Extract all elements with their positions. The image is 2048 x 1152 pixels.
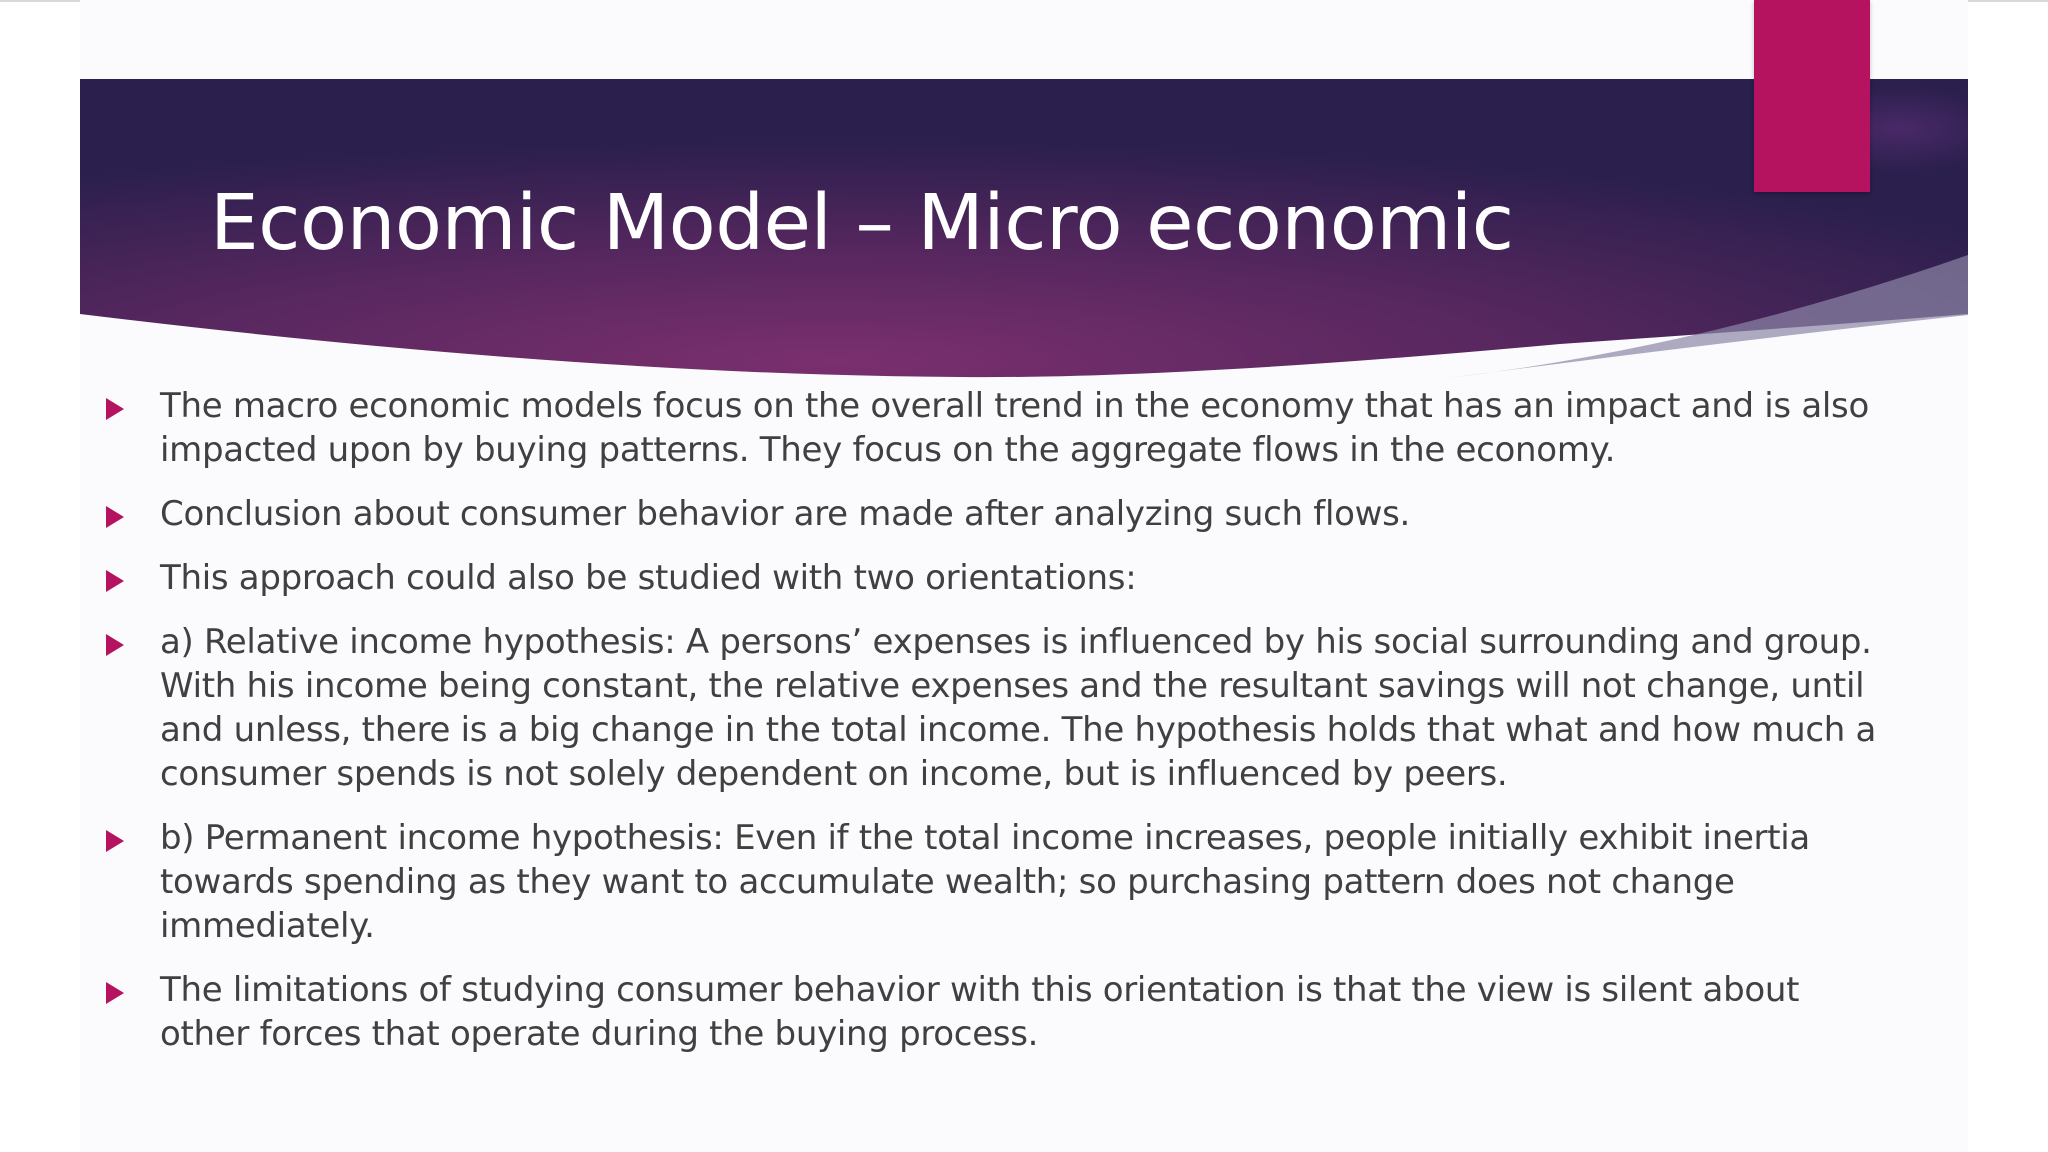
list-item [104,968,1884,1056]
list-item [104,384,1884,472]
bullet-text: a) Relative income hypothesis: A persons’ expenses is influenced by his social surrounding and group. With his income being constant, the relative expenses and the resultant savings will not change, until and unless, there is a big change in the total income. The hypothesis holds that what and how much a consumer spends is not solely dependent on income, but is influenced by peers. [160,622,1877,794]
bullet-icon [106,570,124,592]
bullet-text: Conclusion about consumer behavior are made after analyzing such flows. [160,494,1411,534]
list-item [104,556,1884,600]
bullet-icon [106,982,124,1004]
bullet-text: The limitations of studying consumer behavior with this orientation is that the view is silent about other forces that operate during the buying process. [160,970,1800,1054]
bullet-list [104,384,1884,1076]
bullet-text: This approach could also be studied with two orientations: [160,558,1137,598]
slide-title: Economic Model – Micro economic [210,179,1514,268]
bullet-icon [106,398,124,420]
accent-tab [1754,0,1870,192]
list-item [104,816,1884,948]
bullet-icon [106,506,124,528]
list-item [104,492,1884,536]
bullet-icon [106,830,124,852]
bullet-text: The macro economic models focus on the overall trend in the economy that has an impact and is also impacted upon by buying patterns. They focus on the aggregate flows in the economy. [160,386,1869,470]
bullet-icon [106,634,124,656]
bullet-text: b) Permanent income hypothesis: Even if the total income increases, people initially exhibit inertia towards spending as they want to accumulate wealth; so purchasing pattern does not change immediately. [160,818,1810,946]
list-item [104,620,1884,796]
